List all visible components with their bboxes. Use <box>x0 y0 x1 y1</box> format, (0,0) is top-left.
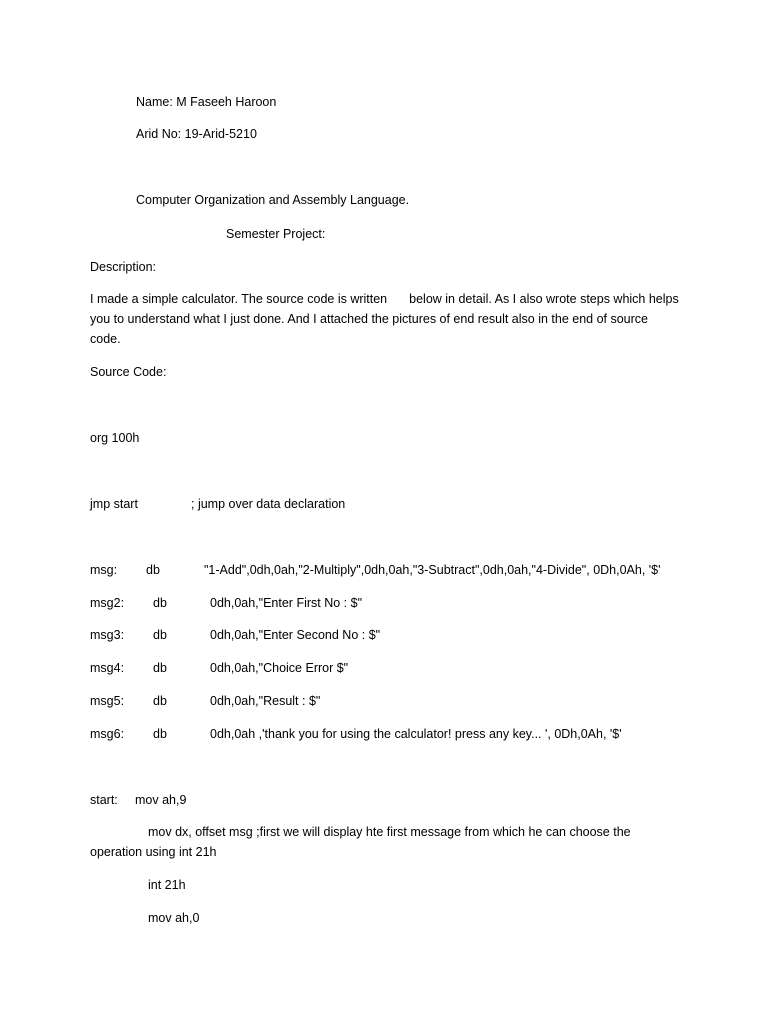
code-org: org 100h <box>90 431 140 445</box>
code-mov-dx-line2: operation using int 21h <box>90 845 217 859</box>
description-heading: Description: <box>90 260 156 274</box>
code-data-value: 0dh,0ah,"Enter First No : $" <box>210 596 363 610</box>
code-data-directive: db <box>153 694 167 708</box>
code-start-instr: mov ah,9 <box>135 793 187 807</box>
code-data-value: 0dh,0ah,"Result : $" <box>210 694 321 708</box>
code-data-directive: db <box>153 596 167 610</box>
code-data-directive: db <box>153 661 167 675</box>
code-data-label: msg: <box>90 563 118 577</box>
source-code-heading: Source Code: <box>90 365 167 379</box>
course-title: Computer Organization and Assembly Language. <box>136 193 410 207</box>
description-paragraph <box>90 289 680 349</box>
code-data-label: msg2: <box>90 596 125 610</box>
code-data-value: 0dh,0ah,"Enter Second No : $" <box>210 628 381 642</box>
code-data-label: msg6: <box>90 727 125 741</box>
code-data-label: msg3: <box>90 628 125 642</box>
code-data-directive: db <box>153 727 167 741</box>
arid-number: Arid No: 19-Arid-5210 <box>136 127 257 141</box>
student-name: Name: M Faseeh Haroon <box>136 95 277 109</box>
project-title: Semester Project: <box>226 227 326 241</box>
code-mov-dx-line1: mov dx, offset msg ;first we will display hte first message from which he can choose the <box>148 825 631 839</box>
code-start-label: start: <box>90 793 118 807</box>
code-data-directive: db <box>146 563 160 577</box>
code-jmp-instr: jmp start <box>90 497 138 511</box>
code-mov-ah0: mov ah,0 <box>148 911 200 925</box>
code-int21: int 21h <box>148 878 186 892</box>
description-text-part1: I made a simple calculator. The source code is written <box>90 292 388 306</box>
code-data-directive: db <box>153 628 167 642</box>
code-data-value: "1-Add",0dh,0ah,"2-Multiply",0dh,0ah,"3-Subtract",0dh,0ah,"4-Divide", 0Dh,0Ah, '$' <box>204 563 661 577</box>
code-data-label: msg4: <box>90 661 125 675</box>
code-jmp-comment: ; jump over data declaration <box>191 497 346 511</box>
code-data-label: msg5: <box>90 694 125 708</box>
code-data-value: 0dh,0ah,"Choice Error $" <box>210 661 349 675</box>
code-data-value: 0dh,0ah ,'thank you for using the calculator! press any key... ', 0Dh,0Ah, '$' <box>210 727 622 741</box>
description-text-part2: below in detail. As I also wrote steps which helps you to understand what I just done. And I attached the pictures of end result also in the end of source code. <box>90 292 679 346</box>
